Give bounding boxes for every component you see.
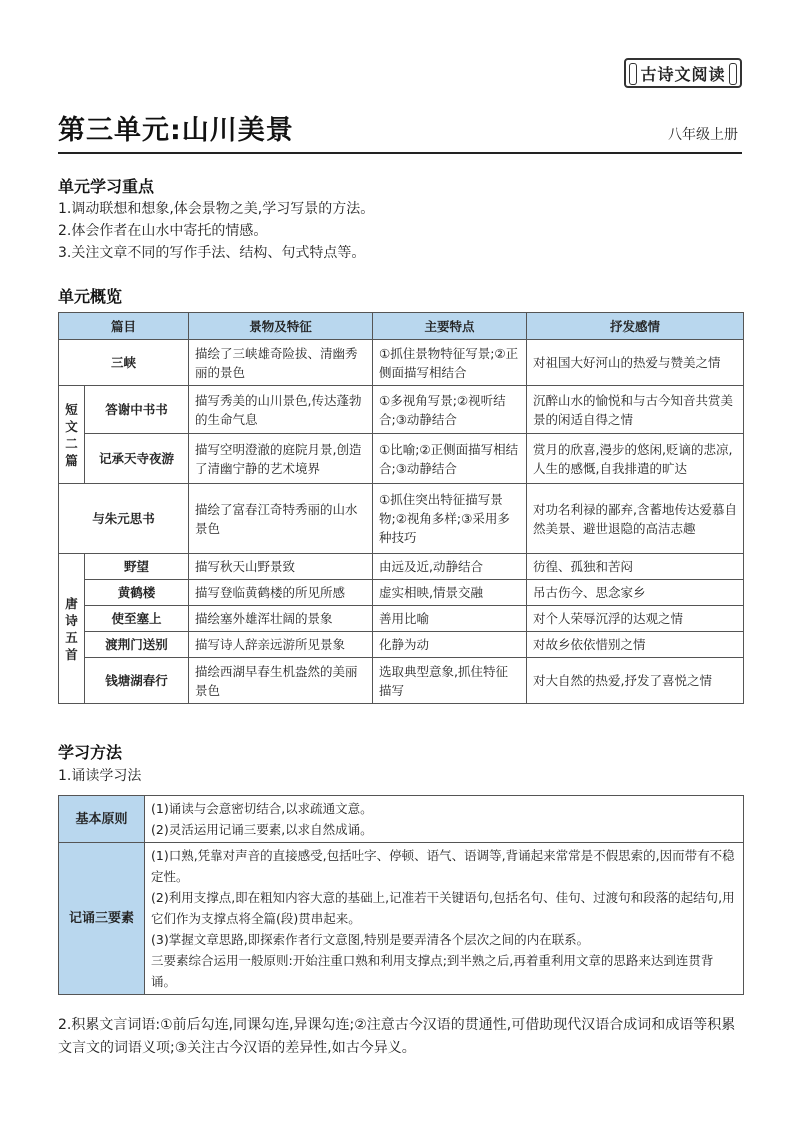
row-feature: ①抓住突出特征描写景物;②视角多样;③采用多种技巧	[373, 484, 527, 554]
row-emotion: 对故乡依依惜别之情	[527, 632, 744, 658]
row-scene: 描写登临黄鹤楼的所见所感	[189, 580, 373, 606]
row-emotion: 彷徨、孤独和苦闷	[527, 554, 744, 580]
table-row	[59, 386, 744, 434]
grade-label: 八年级上册	[668, 127, 738, 143]
row-feature: 选取典型意象,抓住特征描写	[373, 658, 527, 704]
row-scene: 描绘塞外雄浑壮阔的景象	[189, 606, 373, 632]
row-title: 渡荆门送别	[85, 632, 189, 658]
table-row	[59, 434, 744, 484]
row-scene: 描写秀美的山川景色,传达蓬勃的生命气息	[189, 386, 373, 434]
list-item: 3.关注文章不同的写作手法、结构、句式特点等。	[58, 245, 366, 261]
table-row	[59, 632, 744, 658]
text-line: (1)诵读与会意密切结合,以求疏通文意。	[151, 801, 373, 816]
row-title: 野望	[85, 554, 189, 580]
row-scene: 描写秋天山野景致	[189, 554, 373, 580]
row-emotion: 赏月的欣喜,漫步的悠闲,贬谪的悲凉,人生的感慨,自我排遣的旷达	[527, 434, 744, 484]
text-line: (1)口熟,凭靠对声音的直接感受,包括吐字、停顿、语气、语调等,背诵起来常常是不假思索的,因而带有不稳定性。	[151, 848, 735, 884]
text-line: (2)利用支撑点,即在粗知内容大意的基础上,记准若干关键语句,包括名句、佳句、过渡句和段落的起结句,用它们作为支撑点将全篇(段)贯串起来。	[151, 890, 735, 926]
row-label: 基本原则	[59, 796, 145, 843]
row-title: 三峡	[59, 340, 189, 386]
accumulate-paragraph: 2.积累文言词语:①前后勾连,同课勾连,异课勾连;②注意古今汉语的贯通性,可借助现代汉语合成词和成语等积累文言文的词语义项;③关注古今汉语的差异性,如古今异义。	[58, 1017, 736, 1056]
focus-heading: 单元学习重点	[58, 177, 155, 196]
section-badge	[624, 58, 742, 88]
group-label-poems: 唐诗五首	[59, 554, 85, 704]
method-table	[58, 795, 744, 995]
row-emotion: 对大自然的热爱,抒发了喜悦之情	[527, 658, 744, 704]
row-title: 钱塘湖春行	[85, 658, 189, 704]
list-item: 2.体会作者在山水中寄托的情感。	[58, 223, 268, 239]
column-header: 篇目	[59, 313, 189, 340]
page-title: 第三单元:山川美景	[58, 115, 294, 146]
scroll-roll-icon	[729, 63, 737, 85]
row-emotion: 对个人荣辱沉浮的达观之情	[527, 606, 744, 632]
row-title: 与朱元思书	[59, 484, 189, 554]
row-emotion: 吊古伤今、思念家乡	[527, 580, 744, 606]
table-row	[59, 580, 744, 606]
row-title: 黄鹤楼	[85, 580, 189, 606]
row-feature: 化静为动	[373, 632, 527, 658]
row-feature: 善用比喻	[373, 606, 527, 632]
row-title: 记承天寺夜游	[85, 434, 189, 484]
row-emotion: 对功名利禄的鄙弃,含蓄地传达爱慕自然美景、避世退隐的高洁志趣	[527, 484, 744, 554]
overview-heading: 单元概览	[58, 287, 123, 306]
row-feature: ①比喻;②正侧面描写相结合;③动静结合	[373, 434, 527, 484]
column-header: 景物及特征	[189, 313, 373, 340]
row-emotion: 沉醉山水的愉悦和与古今知音共赏美景的闲适自得之情	[527, 386, 744, 434]
title-divider	[58, 152, 742, 154]
table-row	[59, 340, 744, 386]
method-heading: 学习方法	[58, 743, 123, 762]
method-subheading: 1.诵读学习法	[58, 768, 142, 784]
table-row	[59, 484, 744, 554]
table-row	[59, 606, 744, 632]
row-feature: ①抓住景物特征写景;②正侧面描写相结合	[373, 340, 527, 386]
text-line: (2)灵活运用记诵三要素,以求自然成诵。	[151, 822, 373, 837]
overview-table	[58, 312, 744, 704]
table-header-row	[59, 313, 744, 340]
table-row	[59, 658, 744, 704]
row-title: 答谢中书书	[85, 386, 189, 434]
row-feature: ①多视角写景;②视听结合;③动静结合	[373, 386, 527, 434]
row-feature: 由远及近,动静结合	[373, 554, 527, 580]
row-emotion: 对祖国大好河山的热爱与赞美之情	[527, 340, 744, 386]
row-scene: 描写空明澄澈的庭院月景,创造了清幽宁静的艺术境界	[189, 434, 373, 484]
row-scene: 描绘了三峡雄奇险拔、清幽秀丽的景色	[189, 340, 373, 386]
row-content	[145, 843, 744, 995]
row-scene: 描绘了富春江奇特秀丽的山水景色	[189, 484, 373, 554]
row-content	[145, 796, 744, 843]
table-row	[59, 554, 744, 580]
scroll-roll-icon	[629, 63, 637, 85]
row-feature: 虚实相映,情景交融	[373, 580, 527, 606]
text-line: (3)掌握文章思路,即探索作者行文意图,特别是要弄清各个层次之间的内在联系。	[151, 932, 590, 947]
list-item: 1.调动联想和想象,体会景物之美,学习写景的方法。	[58, 201, 375, 217]
row-scene: 描写诗人辞亲远游所见景象	[189, 632, 373, 658]
row-label: 记诵三要素	[59, 843, 145, 995]
group-label-short: 短文二篇	[59, 386, 85, 484]
row-title: 使至塞上	[85, 606, 189, 632]
column-header: 主要特点	[373, 313, 527, 340]
table-row	[59, 843, 744, 995]
badge-label: 古诗文阅读	[640, 64, 726, 84]
focus-list	[58, 198, 374, 264]
text-line: 三要素综合运用一般原则:开始注重口熟和利用支撑点;到半熟之后,再着重利用文章的思路来达到连贯背诵。	[151, 953, 714, 989]
column-header: 抒发感情	[527, 313, 744, 340]
row-scene: 描绘西湖早春生机盎然的美丽景色	[189, 658, 373, 704]
table-row	[59, 796, 744, 843]
